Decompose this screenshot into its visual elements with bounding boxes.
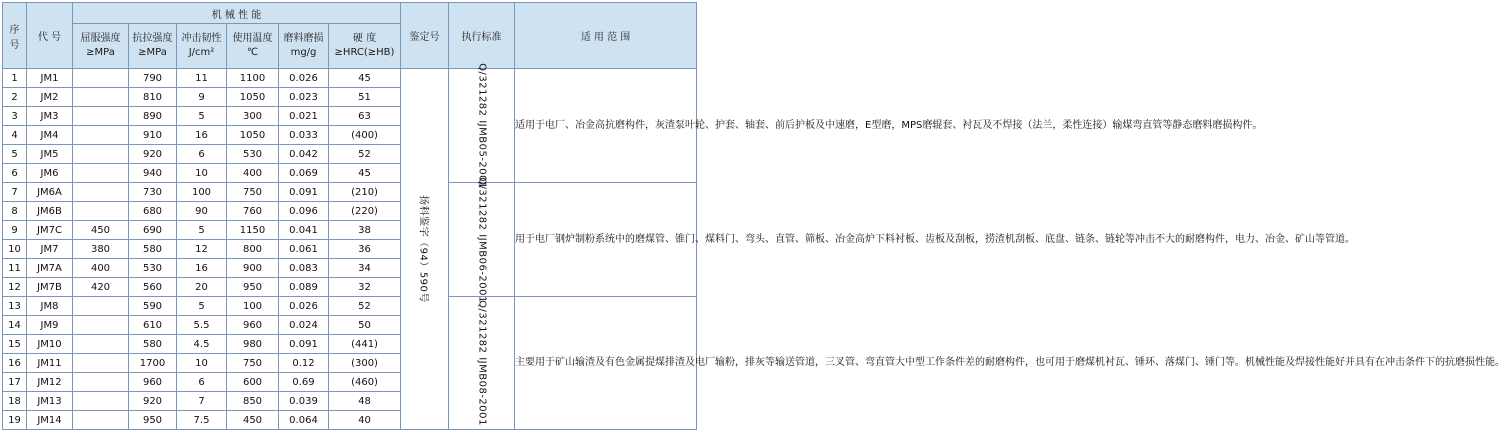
table-row (3, 69, 697, 88)
cell-impact: 7 (177, 392, 227, 411)
cell-seq: 19 (3, 411, 27, 430)
cell-code: JM7B (27, 278, 73, 297)
cell-tensile: 910 (129, 126, 177, 145)
cell-yield (73, 373, 129, 392)
cell-seq: 2 (3, 88, 27, 107)
cell-temp: 760 (227, 202, 279, 221)
cell-impact: 10 (177, 164, 227, 183)
cell-wear: 0.083 (279, 259, 329, 278)
cell-wear: 0.041 (279, 221, 329, 240)
cell-yield (73, 126, 129, 145)
cell-hardness: (400) (329, 126, 401, 145)
cell-seq: 9 (3, 221, 27, 240)
cell-code: JM3 (27, 107, 73, 126)
verify-number-cell (401, 69, 449, 430)
header-standard: 执行标准 (449, 3, 515, 69)
cell-impact: 5 (177, 107, 227, 126)
cell-yield (73, 316, 129, 335)
standard-cell (449, 62, 515, 189)
cell-temp: 950 (227, 278, 279, 297)
cell-tensile: 960 (129, 373, 177, 392)
cell-impact: 6 (177, 145, 227, 164)
cell-temp: 300 (227, 107, 279, 126)
cell-code: JM13 (27, 392, 73, 411)
cell-wear: 0.089 (279, 278, 329, 297)
cell-hardness: 51 (329, 88, 401, 107)
header-code: 代 号 (27, 3, 73, 69)
cell-seq: 4 (3, 126, 27, 145)
cell-seq: 11 (3, 259, 27, 278)
header-temp: 使用温度 ℃ (227, 24, 279, 69)
cell-impact: 5 (177, 297, 227, 316)
cell-wear: 0.69 (279, 373, 329, 392)
cell-tensile: 940 (129, 164, 177, 183)
cell-temp: 1150 (227, 221, 279, 240)
cell-wear: 0.024 (279, 316, 329, 335)
cell-impact: 16 (177, 126, 227, 145)
cell-code: JM14 (27, 411, 73, 430)
cell-yield: 400 (73, 259, 129, 278)
cell-seq: 17 (3, 373, 27, 392)
cell-tensile: 560 (129, 278, 177, 297)
cell-temp: 400 (227, 164, 279, 183)
cell-wear: 0.023 (279, 88, 329, 107)
header-yield: 屈服强度 ≥MPa (73, 24, 129, 69)
cell-tensile: 580 (129, 240, 177, 259)
cell-seq: 12 (3, 278, 27, 297)
cell-seq: 10 (3, 240, 27, 259)
cell-temp: 530 (227, 145, 279, 164)
cell-yield (73, 354, 129, 373)
cell-wear: 0.069 (279, 164, 329, 183)
standard-code: Q/321282 IJMB05-2001 (476, 62, 488, 189)
cell-code: JM6B (27, 202, 73, 221)
cell-wear: 0.039 (279, 392, 329, 411)
cell-hardness: 45 (329, 164, 401, 183)
cell-temp: 450 (227, 411, 279, 430)
cell-yield: 420 (73, 278, 129, 297)
cell-yield (73, 297, 129, 316)
cell-hardness: (220) (329, 202, 401, 221)
cell-code: JM7 (27, 240, 73, 259)
cell-seq: 7 (3, 183, 27, 202)
cell-tensile: 950 (129, 411, 177, 430)
cell-hardness: (210) (329, 183, 401, 202)
cell-impact: 11 (177, 69, 227, 88)
cell-tensile: 680 (129, 202, 177, 221)
scope-cell: 适用于电厂、冶金高抗磨构件，灰渣泵叶轮、护套、轴套、前后护板及中速磨，E型磨，MPS磨辊套、衬瓦及不焊接（法兰，柔性连接）输煤弯直管等静态磨料磨损构件。 (515, 69, 697, 183)
cell-hardness: (300) (329, 354, 401, 373)
cell-wear: 0.096 (279, 202, 329, 221)
cell-impact: 90 (177, 202, 227, 221)
cell-tensile: 790 (129, 69, 177, 88)
cell-tensile: 590 (129, 297, 177, 316)
header-scope: 适 用 范 围 (515, 3, 697, 69)
cell-wear: 0.026 (279, 69, 329, 88)
cell-code: JM8 (27, 297, 73, 316)
cell-temp: 1100 (227, 69, 279, 88)
header-row-1 (3, 3, 697, 24)
header-verify: 鉴定号 (401, 3, 449, 69)
cell-hardness: (441) (329, 335, 401, 354)
cell-yield (73, 335, 129, 354)
standard-cell (449, 176, 515, 303)
cell-code: JM11 (27, 354, 73, 373)
cell-hardness: 34 (329, 259, 401, 278)
cell-wear: 0.091 (279, 183, 329, 202)
cell-temp: 850 (227, 392, 279, 411)
cell-hardness: 38 (329, 221, 401, 240)
cell-hardness: (460) (329, 373, 401, 392)
cell-wear: 0.021 (279, 107, 329, 126)
cell-code: JM9 (27, 316, 73, 335)
cell-impact: 20 (177, 278, 227, 297)
cell-impact: 5.5 (177, 316, 227, 335)
cell-impact: 12 (177, 240, 227, 259)
cell-wear: 0.033 (279, 126, 329, 145)
cell-hardness: 50 (329, 316, 401, 335)
cell-tensile: 890 (129, 107, 177, 126)
cell-seq: 8 (3, 202, 27, 221)
header-wear: 磨料磨损 mg/g (279, 24, 329, 69)
cell-temp: 100 (227, 297, 279, 316)
cell-yield (73, 69, 129, 88)
cell-hardness: 40 (329, 411, 401, 430)
standard-code: Q/321282 IJMB06-2001 (476, 176, 488, 303)
cell-temp: 600 (227, 373, 279, 392)
cell-temp: 1050 (227, 88, 279, 107)
cell-code: JM10 (27, 335, 73, 354)
materials-spec-table (2, 2, 1505, 430)
cell-yield (73, 164, 129, 183)
header-impact: 冲击韧性 J/cm² (177, 24, 227, 69)
cell-temp: 750 (227, 183, 279, 202)
header-seq: 序 号 (3, 3, 27, 69)
header-hardness: 硬 度 ≥HRC(≥HB) (329, 24, 401, 69)
scope-cell: 用于电厂钢炉制粉系统中的磨煤管、锥门、煤料门、弯头、直管、筛板、冶金高炉下料衬板、齿板及刮板，捞渣机刮板、底盘、链条、链轮等冲击不大的耐磨构件，电力、冶金、矿山等管道。 (515, 183, 697, 297)
cell-yield (73, 107, 129, 126)
cell-yield: 450 (73, 221, 129, 240)
cell-seq: 3 (3, 107, 27, 126)
cell-impact: 6 (177, 373, 227, 392)
cell-yield (73, 202, 129, 221)
cell-code: JM12 (27, 373, 73, 392)
standard-cell (449, 297, 515, 430)
cell-temp: 900 (227, 259, 279, 278)
cell-code: JM4 (27, 126, 73, 145)
table-row (3, 183, 697, 202)
cell-seq: 5 (3, 145, 27, 164)
cell-wear: 0.026 (279, 297, 329, 316)
header-tensile: 抗拉强度 ≥MPa (129, 24, 177, 69)
cell-impact: 9 (177, 88, 227, 107)
cell-impact: 100 (177, 183, 227, 202)
cell-wear: 0.061 (279, 240, 329, 259)
cell-yield (73, 183, 129, 202)
cell-hardness: 32 (329, 278, 401, 297)
cell-temp: 960 (227, 316, 279, 335)
scope-cell: 主要用于矿山输渣及有色金属提煤排渣及电厂输粉，排灰等输送管道，三叉管、弯直管大中型工作条件差的耐磨构件，也可用于磨煤机衬瓦、锤环、落煤门、锤门等。机械性能及焊接性能好并具有在冲击条件下的抗磨损性能。 (515, 297, 697, 430)
cell-wear: 0.064 (279, 411, 329, 430)
cell-yield (73, 392, 129, 411)
cell-impact: 16 (177, 259, 227, 278)
cell-code: JM1 (27, 69, 73, 88)
cell-seq: 13 (3, 297, 27, 316)
table-row (3, 297, 697, 316)
cell-hardness: 36 (329, 240, 401, 259)
cell-tensile: 920 (129, 392, 177, 411)
cell-hardness: 63 (329, 107, 401, 126)
cell-wear: 0.12 (279, 354, 329, 373)
cell-code: JM5 (27, 145, 73, 164)
header-mechanical-properties: 机 械 性 能 (73, 3, 401, 24)
cell-temp: 750 (227, 354, 279, 373)
cell-wear: 0.042 (279, 145, 329, 164)
cell-temp: 980 (227, 335, 279, 354)
cell-code: JM6 (27, 164, 73, 183)
cell-tensile: 610 (129, 316, 177, 335)
cell-code: JM6A (27, 183, 73, 202)
cell-impact: 4.5 (177, 335, 227, 354)
cell-tensile: 1700 (129, 354, 177, 373)
cell-code: JM2 (27, 88, 73, 107)
cell-hardness: 52 (329, 297, 401, 316)
cell-yield (73, 145, 129, 164)
table-body (3, 62, 1505, 430)
cell-wear: 0.091 (279, 335, 329, 354)
cell-tensile: 530 (129, 259, 177, 278)
cell-seq: 14 (3, 316, 27, 335)
cell-code: JM7C (27, 221, 73, 240)
cell-hardness: 45 (329, 69, 401, 88)
cell-hardness: 52 (329, 145, 401, 164)
cell-impact: 5 (177, 221, 227, 240)
cell-tensile: 810 (129, 88, 177, 107)
cell-yield (73, 411, 129, 430)
cell-tensile: 690 (129, 221, 177, 240)
cell-impact: 7.5 (177, 411, 227, 430)
cell-yield (73, 88, 129, 107)
cell-impact: 10 (177, 354, 227, 373)
cell-seq: 18 (3, 392, 27, 411)
cell-seq: 16 (3, 354, 27, 373)
cell-temp: 1050 (227, 126, 279, 145)
cell-yield: 380 (73, 240, 129, 259)
cell-tensile: 730 (129, 183, 177, 202)
verify-number: 扬科鉴字（94）590号 (417, 195, 429, 303)
cell-seq: 6 (3, 164, 27, 183)
cell-seq: 1 (3, 69, 27, 88)
cell-tensile: 920 (129, 145, 177, 164)
standard-code: Q/321282 IJMB08-2001 (476, 300, 488, 426)
cell-seq: 15 (3, 335, 27, 354)
cell-code: JM7A (27, 259, 73, 278)
cell-hardness: 48 (329, 392, 401, 411)
cell-temp: 800 (227, 240, 279, 259)
cell-tensile: 580 (129, 335, 177, 354)
